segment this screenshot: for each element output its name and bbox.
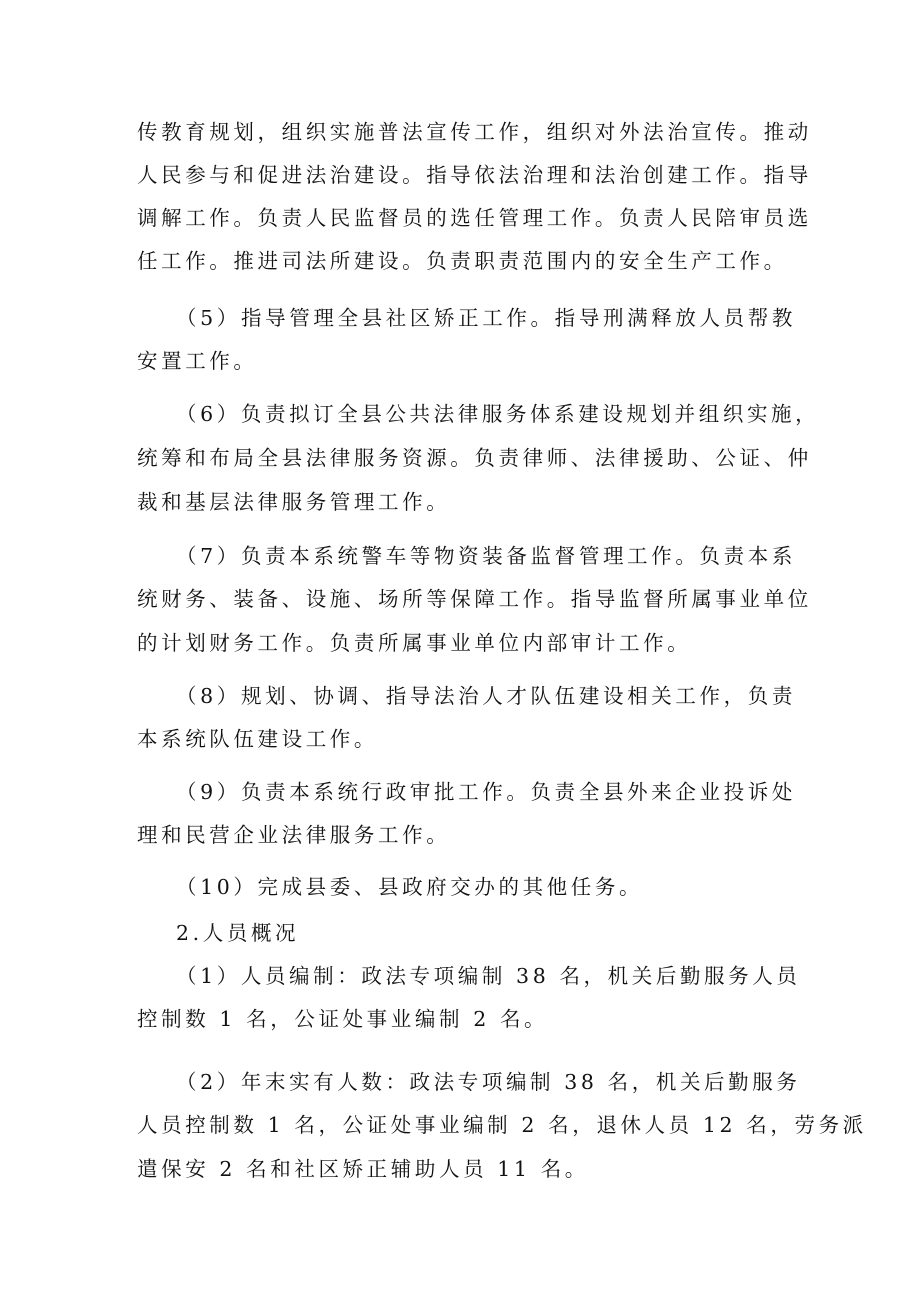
text-line: （1）人员编制：政法专项编制 38 名，机关后勤服务人员 (176, 964, 801, 988)
section-heading: 2.人员概况 (176, 921, 300, 945)
text-line: 本系统队伍建设工作。 (137, 727, 378, 751)
text-line: 人员控制数 1 名，公证处事业编制 2 名，退休人员 12 名，劳务派 (137, 1113, 867, 1137)
text-line: 调解工作。负责人民监督员的选任管理工作。负责人民陪审员选 (137, 206, 812, 230)
text-line: 遣保安 2 名和社区矫正辅助人员 11 名。 (137, 1157, 589, 1181)
text-line: 裁和基层法律服务管理工作。 (137, 490, 451, 514)
text-line: （6）负责拟订全县公共法律服务体系建设规划并组织实施， (176, 402, 820, 426)
text-line: 的计划财务工作。负责所属事业单位内部审计工作。 (137, 631, 692, 655)
text-line: （8）规划、协调、指导法治人才队伍建设相关工作，负责 (176, 684, 796, 708)
text-line: 传教育规划，组织实施普法宣传工作，组织对外法治宣传。推动 (137, 120, 812, 144)
text-line: （9）负责本系统行政审批工作。负责全县外来企业投诉处 (176, 780, 796, 804)
text-line: 任工作。推进司法所建设。负责职责范围内的安全生产工作。 (137, 249, 788, 273)
text-line: 控制数 1 名，公证处事业编制 2 名。 (137, 1007, 549, 1031)
text-line: 理和民营企业法律服务工作。 (137, 823, 451, 847)
text-line: （7）负责本系统警车等物资装备监督管理工作。负责本系 (176, 544, 796, 568)
text-line: （2）年末实有人数：政法专项编制 38 名，机关后勤服务 (176, 1070, 801, 1094)
text-line: 安置工作。 (137, 349, 258, 373)
text-line: 统财务、装备、设施、场所等保障工作。指导监督所属事业单位 (137, 587, 812, 611)
text-line: （5）指导管理全县社区矫正工作。指导刑满释放人员帮教 (176, 306, 796, 330)
text-line: 人民参与和促进法治建设。指导依法治理和法治创建工作。指导 (137, 163, 812, 187)
text-line: 统筹和布局全县法律服务资源。负责律师、法律援助、公证、仲 (137, 446, 812, 470)
text-line: （10）完成县委、县政府交办的其他任务。 (176, 875, 644, 899)
